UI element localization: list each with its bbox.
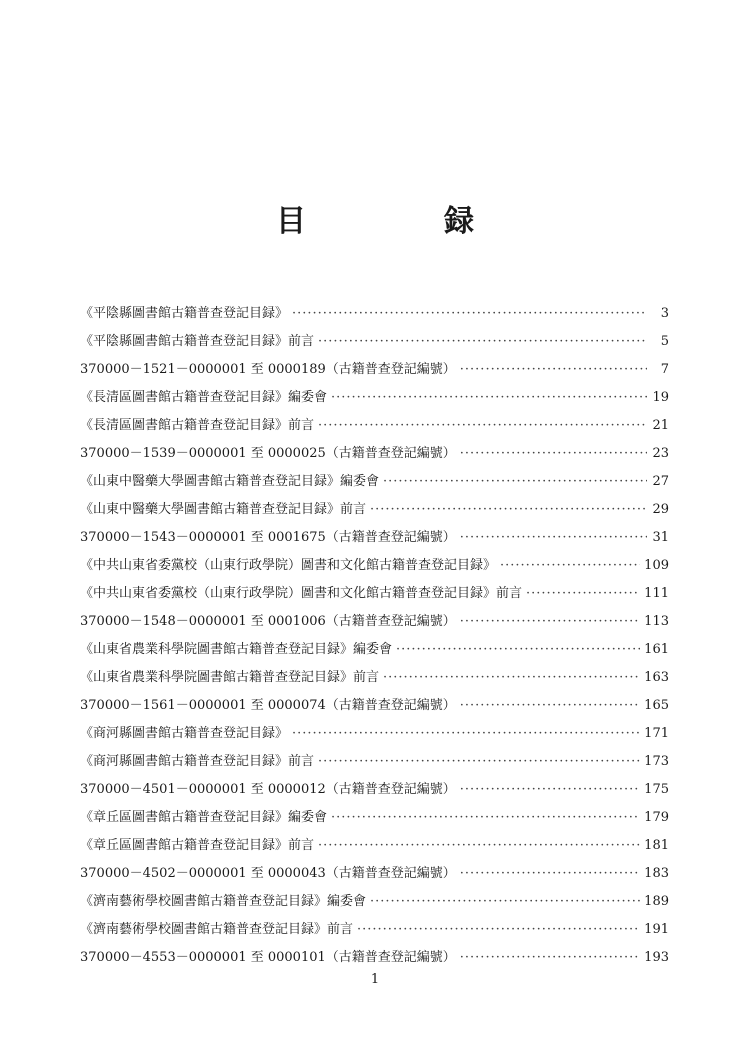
toc-entry: [80, 748, 669, 776]
toc-entry: [80, 440, 669, 468]
toc-entry-text: 370000－4553－0000001 至 0000101（古籍普查登記編號）: [80, 950, 456, 965]
toc-entry-text: 《長清區圖書館古籍普查登記目録》編委會: [80, 390, 328, 405]
toc-entry-text: 《平陰縣圖書館古籍普查登記目録》: [80, 306, 289, 321]
page-title: 目 録: [276, 204, 528, 240]
dot-leader: [526, 580, 640, 608]
toc-entry-text: 《山東中醫藥大學圖書館古籍普查登記目録》編委會: [80, 474, 380, 489]
toc-entry: [80, 664, 669, 692]
toc-entry: [80, 860, 669, 888]
dot-leader: [318, 328, 647, 356]
dot-leader: [460, 524, 647, 552]
toc-entry-page: 175: [644, 782, 669, 797]
table-of-contents: [80, 300, 669, 972]
dot-leader: [460, 440, 647, 468]
toc-entry: [80, 552, 669, 580]
toc-entry: [80, 692, 669, 720]
dot-leader: [331, 384, 647, 412]
toc-entry-text: 《山東省農業科學院圖書館古籍普查登記目録》編委會: [80, 642, 393, 657]
toc-entry-page: 173: [644, 754, 669, 769]
toc-entry-page: 5: [660, 334, 669, 349]
toc-entry-text: 《長清區圖書館古籍普查登記目録》前言: [80, 418, 315, 433]
toc-entry-page: 183: [644, 866, 669, 881]
toc-entry: [80, 776, 669, 804]
toc-entry-page: 191: [644, 922, 669, 937]
toc-entry: [80, 300, 669, 328]
dot-leader: [460, 860, 640, 888]
dot-leader: [318, 832, 640, 860]
toc-entry-page: 3: [660, 306, 669, 321]
dot-leader: [460, 944, 640, 972]
dot-leader: [460, 692, 640, 720]
toc-entry-text: 370000－4502－0000001 至 0000043（古籍普查登記編號）: [80, 866, 456, 881]
toc-entry-text: 370000－1548－0000001 至 0001006（古籍普查登記編號）: [80, 614, 456, 629]
toc-entry-page: 189: [644, 894, 669, 909]
toc-entry: [80, 832, 669, 860]
toc-entry-page: 161: [644, 642, 669, 657]
dot-leader: [318, 412, 647, 440]
toc-entry: [80, 916, 669, 944]
toc-entry-text: 《山東中醫藥大學圖書館古籍普查登記目録》前言: [80, 502, 367, 517]
toc-entry-text: 《商河縣圖書館古籍普查登記目録》前言: [80, 754, 315, 769]
toc-entry-text: 《章丘區圖書館古籍普查登記目録》編委會: [80, 810, 328, 825]
dot-leader: [318, 748, 640, 776]
dot-leader: [370, 888, 640, 916]
toc-entry-page: 27: [652, 474, 669, 489]
toc-entry-text: 《山東省農業科學院圖書館古籍普查登記目録》前言: [80, 670, 380, 685]
toc-entry: [80, 496, 669, 524]
toc-entry: [80, 328, 669, 356]
toc-entry-text: 370000－4501－0000001 至 0000012（古籍普查登記編號）: [80, 782, 456, 797]
toc-entry: [80, 412, 669, 440]
toc-entry-page: 111: [644, 586, 669, 601]
dot-leader: [396, 636, 640, 664]
toc-entry-page: 109: [644, 558, 669, 573]
dot-leader: [370, 496, 647, 524]
toc-entry: [80, 580, 669, 608]
toc-entry-page: 113: [644, 614, 669, 629]
toc-entry: [80, 636, 669, 664]
dot-leader: [383, 468, 647, 496]
toc-entry-page: 19: [652, 390, 669, 405]
toc-entry: [80, 384, 669, 412]
toc-entry-text: 《濟南藝術學校圖書館古籍普查登記目録》前言: [80, 922, 354, 937]
toc-entry-text: 《中共山東省委黨校（山東行政學院）圖書和文化館古籍普查登記目録》: [80, 558, 497, 573]
toc-entry-page: 193: [644, 950, 669, 965]
toc-entry-page: 31: [652, 530, 669, 545]
toc-entry: [80, 468, 669, 496]
toc-entry: [80, 720, 669, 748]
toc-entry-page: 171: [644, 726, 669, 741]
toc-entry: [80, 356, 669, 384]
toc-entry: [80, 804, 669, 832]
dot-leader: [331, 804, 640, 832]
toc-entry-page: 29: [652, 502, 669, 517]
dot-leader: [292, 300, 647, 328]
dot-leader: [460, 608, 640, 636]
toc-entry-text: 《商河縣圖書館古籍普查登記目録》: [80, 726, 289, 741]
dot-leader: [500, 552, 640, 580]
toc-entry-page: 181: [644, 838, 669, 853]
dot-leader: [460, 356, 647, 384]
toc-entry-text: 370000－1539－0000001 至 0000025（古籍普查登記編號）: [80, 446, 456, 461]
toc-entry: [80, 524, 669, 552]
dot-leader: [383, 664, 640, 692]
toc-entry-text: 《中共山東省委黨校（山東行政學院）圖書和文化館古籍普查登記目録》前言: [80, 586, 523, 601]
toc-entry: [80, 608, 669, 636]
toc-entry-text: 370000－1521－0000001 至 0000189（古籍普查登記編號）: [80, 362, 456, 377]
dot-leader: [460, 776, 640, 804]
toc-entry-text: 370000－1561－0000001 至 0000074（古籍普查登記編號）: [80, 698, 456, 713]
toc-entry-text: 《平陰縣圖書館古籍普查登記目録》前言: [80, 334, 315, 349]
page-number: 1: [370, 972, 380, 987]
toc-entry-page: 163: [644, 670, 669, 685]
toc-entry: [80, 888, 669, 916]
toc-entry-text: 《章丘區圖書館古籍普查登記目録》前言: [80, 838, 315, 853]
dot-leader: [357, 916, 640, 944]
toc-entry-text: 370000－1543－0000001 至 0001675（古籍普查登記編號）: [80, 530, 456, 545]
toc-entry-page: 7: [660, 362, 669, 377]
toc-entry-text: 《濟南藝術學校圖書館古籍普查登記目録》編委會: [80, 894, 367, 909]
toc-entry-page: 165: [644, 698, 669, 713]
dot-leader: [292, 720, 640, 748]
toc-entry-page: 23: [652, 446, 669, 461]
toc-entry-page: 21: [652, 418, 669, 433]
toc-entry: [80, 944, 669, 972]
toc-entry-page: 179: [644, 810, 669, 825]
